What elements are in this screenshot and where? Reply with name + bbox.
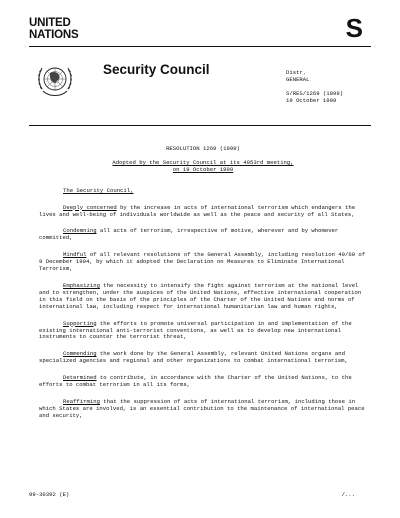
paragraph-lead: Condemning: [63, 227, 97, 235]
resolution-title: RESOLUTION 1269 (1999): [166, 145, 240, 152]
preamble-paragraph: [39, 252, 367, 273]
document-metadata: [286, 69, 343, 104]
preamble-opening: [39, 188, 367, 195]
paragraph-text: by the increase in acts of international terrorism which endangers the lives and well-being of individuals worldwide as well as the peace and security of all States,: [39, 203, 356, 218]
preamble-paragraph: [39, 399, 367, 420]
adoption-line-1: Adopted by the Security Council at its 4053rd meeting,: [112, 158, 294, 166]
document-symbol: S/RES/1269 (1999): [286, 90, 344, 97]
paragraph-lead: Reaffirming: [63, 397, 100, 405]
preamble-paragraph: [39, 205, 367, 219]
paragraph-lead: Emphasizing: [63, 281, 100, 289]
header-rule: [29, 46, 371, 47]
preamble-paragraph: [39, 228, 367, 242]
preamble-text: The Security Council,: [63, 186, 134, 194]
metadata-rule: [29, 125, 371, 126]
paragraph-text: the necessity to intensify the fight against terrorism at the national level and to strengthen, under the auspices of the United Nations, effective international cooperation in this field on the basis of the principles of the Charter of the United Nations and norms of international law, including respect for international humanitarian law and human rights,: [39, 281, 362, 310]
un-emblem-icon: [34, 59, 76, 101]
paragraph-text: the work done by the General Assembly, relevant United Nations organs and specialized agencies and regional and other organizations to combat international terrorism,: [39, 350, 348, 365]
adoption-statement: [39, 160, 367, 174]
org-name-line-1: UNITED: [29, 17, 71, 29]
job-number: 99-30392 (E): [29, 491, 70, 498]
org-name-line-2: NATIONS: [29, 29, 79, 41]
paragraph-lead: Supporting: [63, 319, 97, 327]
paragraph-lead: Deeply concerned: [63, 203, 117, 211]
continuation-mark: /...: [341, 491, 355, 498]
paragraph-lead: Mindful: [63, 251, 87, 259]
paragraph-text: all acts of terrorism, irrespective of motive, wherever and by whomever committed,: [39, 227, 339, 242]
preamble-paragraph: [39, 283, 367, 311]
paragraph-lead: Commending: [63, 350, 97, 358]
council-name: Security Council: [103, 62, 210, 77]
distribution-value: GENERAL: [286, 76, 310, 83]
paragraph-text: the efforts to promote universal participation in and implementation of the existing international anti-terrorist conventions, as well as to develop new international instruments to counter the terrorist threat,: [39, 319, 352, 341]
organization-header: [29, 17, 79, 41]
resolution-body: [39, 146, 367, 430]
paragraph-lead: Determined: [63, 374, 97, 382]
preamble-paragraph: [39, 375, 367, 389]
paragraph-text: that the suppression of acts of international terrorism, including those in which States are involved, is an essential contribution to the maintenance of international peace and security,: [39, 397, 365, 419]
preamble-paragraph: [39, 321, 367, 342]
paragraph-text: of all relevant resolutions of the General Assembly, including resolution 49/60 of 9 December 1994, by which it adopted the Declaration on Measures to Eliminate International Terrorism,: [39, 251, 366, 273]
language-symbol: S: [345, 13, 363, 43]
adoption-line-2: on 19 October 1999: [172, 165, 234, 173]
document-date: 19 October 1999: [286, 97, 337, 104]
paragraph-text: to contribute, in accordance with the Charter of the United Nations, to the efforts to combat terrorism in all its forms,: [39, 374, 352, 389]
distribution-label: Distr.: [286, 69, 307, 76]
preamble-paragraph: [39, 351, 367, 365]
